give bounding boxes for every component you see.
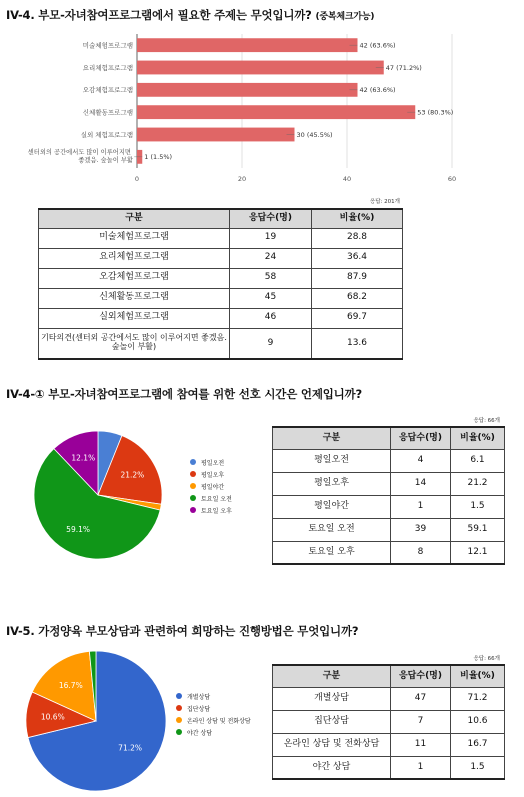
- bar-value-label: 47 (71.2%): [385, 63, 422, 72]
- table-cell: 7: [391, 710, 451, 733]
- section2-respondents: 응답: 66개: [473, 418, 500, 424]
- table-cell: 45: [230, 288, 312, 308]
- legend-item: [176, 702, 251, 714]
- table-header: 구분: [39, 209, 230, 228]
- table-cell: 4: [391, 449, 451, 472]
- legend-swatch: [190, 483, 196, 489]
- table-row: [39, 248, 403, 268]
- legend-swatch: [176, 717, 182, 723]
- table-header: 비율(%): [451, 665, 505, 687]
- legend-label: 개별상담: [187, 693, 211, 701]
- table-row: [39, 228, 403, 248]
- bar: [137, 105, 415, 119]
- legend-swatch: [190, 507, 196, 513]
- table-cell: 28.8: [312, 228, 403, 248]
- table-cell: 36.4: [312, 248, 403, 268]
- pie-chart-method: [16, 647, 176, 797]
- table-cell: 평일오전: [273, 449, 391, 472]
- table-cell: 87.9: [312, 268, 403, 288]
- section1-note: (중복체크가능): [315, 12, 375, 22]
- table-cell: 21.2: [451, 472, 505, 495]
- legend-swatch: [190, 459, 196, 465]
- table-cell: 1.5: [451, 756, 505, 779]
- table-cell: 19: [230, 228, 312, 248]
- y-category-label: 미술체험프로그램: [82, 41, 133, 50]
- legend-item: [190, 480, 232, 492]
- legend-label: 평일오전: [201, 459, 225, 467]
- table-row: [273, 733, 505, 756]
- table-row: [273, 449, 505, 472]
- legend-swatch: [190, 495, 196, 501]
- table-cell: 평일야간: [273, 495, 391, 518]
- table-cell: 1: [391, 495, 451, 518]
- table-cell: 69.7: [312, 308, 403, 328]
- x-tick-label: 20: [237, 175, 247, 183]
- table-cell: 신체활동프로그램: [39, 288, 230, 308]
- table-header: 비율(%): [451, 427, 505, 449]
- x-tick-label: 40: [342, 175, 352, 183]
- bar: [137, 61, 384, 75]
- bar-value-label: 42 (63.6%): [359, 41, 396, 50]
- table-cell: 10.6: [451, 710, 505, 733]
- y-category-label: 오감체험프로그램: [82, 86, 133, 95]
- bar-chart: [4, 30, 474, 190]
- table-cell: 야간 상담: [273, 756, 391, 779]
- legend-item: [190, 492, 232, 504]
- table-cell: 기타의견(센터외 공간에서도 많이 이루어지면 좋겠음. 숲놀이 부활): [39, 328, 230, 359]
- section1-title-text: IV-4. 부모-자녀참여프로그램에서 필요한 주제는 무엇입니까?: [6, 8, 312, 22]
- bar-value-label: 53 (80.3%): [417, 108, 454, 117]
- legend-item: [190, 468, 232, 480]
- legend-swatch: [190, 471, 196, 477]
- bar: [137, 128, 295, 142]
- table-cell: 토요일 오후: [273, 541, 391, 564]
- table-header: 응답수(명): [391, 665, 451, 687]
- table-row: [273, 710, 505, 733]
- table-section3: [272, 664, 505, 780]
- pie-slice-label: 10.6%: [40, 712, 65, 722]
- table-row: [273, 687, 505, 710]
- table-row: [39, 288, 403, 308]
- table-cell: 1.5: [451, 495, 505, 518]
- table-header: 응답수(명): [391, 427, 451, 449]
- legend-swatch: [176, 729, 182, 735]
- table-section2: [272, 426, 505, 565]
- table-cell: 집단상담: [273, 710, 391, 733]
- table-header: 구분: [273, 665, 391, 687]
- table-cell: 46: [230, 308, 312, 328]
- table-cell: 미술체험프로그램: [39, 228, 230, 248]
- table-cell: 59.1: [451, 518, 505, 541]
- legend-item: [190, 456, 232, 468]
- table-header: 비율(%): [312, 209, 403, 228]
- table-cell: 요리체험프로그램: [39, 248, 230, 268]
- x-tick-label: 60: [447, 175, 457, 183]
- legend-label: 평일오후: [201, 471, 225, 479]
- legend-swatch: [176, 693, 182, 699]
- y-category-label: 신체활동프로그램: [82, 108, 133, 117]
- bar-value-label: 1 (1.5%): [144, 153, 173, 162]
- table-cell: 16.7: [451, 733, 505, 756]
- table-row: [273, 518, 505, 541]
- legend-label: 토요일 오후: [201, 507, 232, 515]
- table-header: 구분: [273, 427, 391, 449]
- table-cell: 평일오후: [273, 472, 391, 495]
- section2-title: IV-4-① 부모-자녀참여프로그램에 참여를 위한 선호 시간은 언제입니까?: [6, 387, 362, 401]
- legend-label: 토요일 오전: [201, 495, 232, 503]
- y-category-label: [28, 147, 134, 164]
- table-row: [39, 268, 403, 288]
- x-tick-label: 0: [134, 175, 140, 183]
- bar: [137, 38, 358, 52]
- section3-title: IV-5. 가정양육 부모상담과 관련하여 희망하는 진행방법은 무엇입니까?: [6, 624, 359, 638]
- table-cell: 6.1: [451, 449, 505, 472]
- legend-label: 야간 상담: [187, 729, 213, 737]
- table-row: [273, 756, 505, 779]
- table-cell: 토요일 오전: [273, 518, 391, 541]
- pie-slice-label: 59.1%: [66, 524, 91, 534]
- table-cell: 68.2: [312, 288, 403, 308]
- y-category-label-line: 센터외의 공간에서도 많이 이루어지면: [27, 148, 133, 156]
- table-row: [39, 328, 403, 359]
- y-category-label-line: 좋겠음. 숲놀이 부활: [78, 156, 133, 164]
- table-cell: 39: [391, 518, 451, 541]
- section1-title: [6, 7, 374, 23]
- pie-slice-label: 12.1%: [71, 453, 96, 463]
- table-cell: 12.1: [451, 541, 505, 564]
- table-row: [273, 472, 505, 495]
- legend-item: [190, 504, 232, 516]
- pie-chart-method-legend: [176, 690, 251, 738]
- table-row: [273, 541, 505, 564]
- table-cell: 58: [230, 268, 312, 288]
- table-cell: 9: [230, 328, 312, 359]
- table-cell: 47: [391, 687, 451, 710]
- table-row: [39, 308, 403, 328]
- section1-respondents: 응답: 201개: [369, 199, 400, 205]
- table-cell: 14: [391, 472, 451, 495]
- legend-label: 온라인 상담 및 전화상담: [187, 717, 251, 725]
- pie-slice-label: 16.7%: [58, 681, 83, 691]
- table-cell: 1: [391, 756, 451, 779]
- section3-respondents: 응답: 66개: [473, 656, 500, 662]
- table-cell: 오감체험프로그램: [39, 268, 230, 288]
- table-cell: 13.6: [312, 328, 403, 359]
- table-cell: 71.2: [451, 687, 505, 710]
- bar: [137, 83, 358, 97]
- y-category-label: 실외 체험프로그램: [80, 130, 133, 139]
- pie-chart-time: [28, 420, 178, 570]
- legend-swatch: [176, 705, 182, 711]
- table-section1: [38, 208, 403, 360]
- table-row: [273, 495, 505, 518]
- legend-label: 집단상담: [187, 705, 211, 713]
- y-category-label: 요리체험프로그램: [82, 63, 133, 72]
- pie-slice-label: 21.2%: [120, 470, 145, 480]
- table-header: 응답수(명): [230, 209, 312, 228]
- bar-value-label: 30 (45.5%): [296, 130, 333, 139]
- legend-item: [176, 690, 251, 702]
- table-cell: 온라인 상담 및 전화상담: [273, 733, 391, 756]
- legend-item: [176, 714, 251, 726]
- table-cell: 24: [230, 248, 312, 268]
- bar-value-label: 42 (63.6%): [359, 86, 396, 95]
- table-cell: 개별상담: [273, 687, 391, 710]
- table-cell: 8: [391, 541, 451, 564]
- pie-slice-label: 71.2%: [118, 743, 143, 753]
- table-cell: 실외체험프로그램: [39, 308, 230, 328]
- legend-label: 평일야간: [201, 483, 225, 491]
- pie-chart-time-legend: [190, 456, 232, 516]
- legend-item: [176, 726, 251, 738]
- table-cell: 11: [391, 733, 451, 756]
